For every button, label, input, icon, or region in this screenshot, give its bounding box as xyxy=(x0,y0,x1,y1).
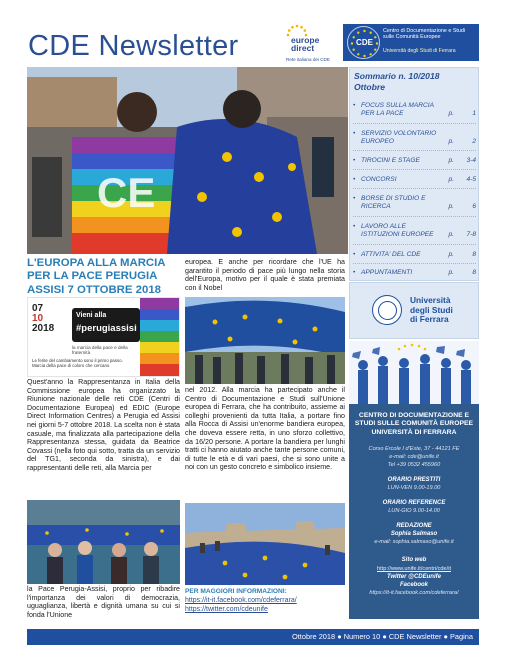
website-link[interactable]: http://www.unife.it/centri/cde/it xyxy=(377,566,451,572)
toc-separator xyxy=(353,123,476,124)
contact-heading: CENTRO DI DOCUMENTAZIONE E STUDI SULLE COMUNITÀ EUROPEE UNIVERSITÀ DI FERRARA xyxy=(354,412,474,436)
cde-acronym: CDE xyxy=(356,38,373,47)
toc-separator xyxy=(353,244,476,245)
unife-seal-icon xyxy=(372,295,402,325)
people-with-eu-flags-illustration xyxy=(349,341,479,404)
toc-separator xyxy=(353,169,476,170)
group-photo-illustration xyxy=(27,500,180,584)
eu-silhouettes-graphic xyxy=(349,341,479,404)
unife-logo-box xyxy=(349,282,479,339)
photo-giant-eu-flag xyxy=(185,297,345,384)
toc-item-focus[interactable]: • FOCUS SULLA MARCIA PER LA PACE p. 1 xyxy=(353,102,476,117)
toc-item-borse[interactable]: • BORSE DI STUDIO E RICERCA p. 6 xyxy=(353,195,476,210)
facebook-title: Facebook xyxy=(399,582,428,588)
contact-address: Corso Ercole I d'Este, 37 - 44121 FE xyxy=(368,446,460,452)
svg-text:CE: CE xyxy=(97,169,156,216)
more-info-title: PER MAGGIORI INFORMAZIONI: xyxy=(185,588,287,595)
unife-wordmark: Università degli Studi di Ferrara xyxy=(410,295,453,325)
toc-separator xyxy=(353,263,476,264)
facebook-link-article[interactable]: https://it-it.facebook.com/cdeferrara/ xyxy=(185,597,297,604)
toc-separator xyxy=(353,150,476,151)
article-paragraph-2: europea. E anche per ricordare che l'UE ha garantito il periodo di pace più lungo nella storia dell'Europa, motivo per il quale è stata premiata con il Nobel xyxy=(185,258,345,292)
castle-photo-illustration xyxy=(185,503,345,585)
page-footer xyxy=(27,629,479,645)
contact-email[interactable]: e-mail: cde@unife.it xyxy=(389,454,439,460)
toc-separator xyxy=(353,216,476,217)
europe-direct-tagline: Rete italiana dei CDE xyxy=(286,57,330,62)
editor-email[interactable]: e-mail: sophia.salmaso@unife.it xyxy=(374,539,454,545)
toc-item-lavoro[interactable]: • LAVORO ALLE ISTITUZIONI EUROPEE p. 7-8 xyxy=(353,223,476,238)
banner-tagline: la marcia della pace e della fraternità xyxy=(72,345,128,355)
newsletter-title: CDE Newsletter xyxy=(28,30,239,62)
contact-box xyxy=(349,404,479,619)
banner-footnote: Le ferite del cambiamento sono il primo passo. Marcia della pace di coloro che cercano xyxy=(32,358,123,368)
cde-logo-box xyxy=(343,24,479,61)
photo-representatives-group xyxy=(27,500,180,584)
banner-hashtag-badge: Vieni alla #perugiassisi xyxy=(72,308,140,342)
twitter-link-article[interactable]: https://twitter.com/cdeunife xyxy=(185,606,268,613)
loans-hours-title: ORARIO PRESTITI xyxy=(387,477,441,483)
cde-university: Università degli Studi di Ferrara xyxy=(383,48,456,54)
summary-title: Sommario n. 10/2018 Ottobre xyxy=(354,71,440,92)
perugiassisi-banner xyxy=(27,297,180,377)
hero-photo-peace-march xyxy=(27,67,348,254)
article-title: L'EUROPA ALLA MARCIA PER LA PACE PERUGIA ASSISI 7 OTTOBRE 2018 xyxy=(27,257,166,296)
toc-item-appuntamenti[interactable]: • APPUNTAMENTI p. 8 xyxy=(353,269,476,276)
website-title: Sito web xyxy=(401,557,427,563)
hero-illustration xyxy=(27,67,348,254)
footer-text: Ottobre 2018 ● Numero 10 ● CDE Newsletter ● Pagina xyxy=(292,632,473,641)
toc-item-tirocini[interactable]: • TIROCINI E STAGE p. 3-4 xyxy=(353,157,476,164)
cde-full-name: Centro di Documentazione e Studi sulle Comunità Europee xyxy=(383,28,466,41)
article-paragraph-3: nel 2012. Alla marcia ha partecipato anche il Centro di Documentazione e Studi sull'Unione europea di Ferrara, che ha contribuito, assieme ai colleghi provenienti da tutta Italia, a portare fino alla Rocca di Assisi un'enorme bandiera europea, che doveva essere retta, in uno sforzo collettivo, da 16/20 persone. A portare la bandiera per lunghi tratti ci hanno aiutato anche tante persone comuni, di tutte le età e di vari paesi, che si sono unite a noi con un gesto concreto e simbolico insieme. xyxy=(185,386,345,472)
twitter-link[interactable]: Twitter @CDEunife xyxy=(387,574,441,580)
more-info-section xyxy=(185,588,345,614)
photo-rocca-assisi xyxy=(185,503,345,585)
toc-item-concorsi[interactable]: • CONCORSI p. 4-5 xyxy=(353,176,476,183)
toc-separator xyxy=(353,188,476,189)
facebook-link[interactable]: https://it-it.facebook.com/cdeferrara/ xyxy=(369,590,459,596)
toc-item-attivita[interactable]: • ATTIVITA' DEL CDE p. 8 xyxy=(353,251,476,258)
article-paragraph-4: la Pace Perugia-Assisi, proprio per ribadire l'importanza dei valori di democrazia, uguaglianza, libertà e dignità umana su cui si fonda l'Unione xyxy=(27,585,180,619)
cde-stars-logo xyxy=(347,26,380,59)
banner-date: 07 10 2018 xyxy=(32,303,55,334)
editor-name: Sophia Salmaso xyxy=(390,531,438,537)
editorial-title: REDAZIONE xyxy=(396,523,432,529)
contact-phone: Tel +39 0532 455960 xyxy=(387,462,441,468)
loans-hours: LUN-VEN 9.00-19.00 xyxy=(387,485,441,491)
reference-hours: LUN-GIO 9.00-14.00 xyxy=(388,508,440,514)
flag-crowd-illustration xyxy=(185,297,345,384)
article-paragraph-1: Quest'anno la Rappresentanza in Italia della Commissione europea ha organizzato la Riunione nazionale delle reti CDE (Centri di Documentazione Europea) ed EDIC (Europe Direct Information Centres) a Perugia ed Assisi nei giorni 5-7 ottobre 2018. La scelta non è stata casuale, ma finalizzata alla partecipazione della Rappresentanza stessa, guidata da Beatrice Covassi (nella foto qui sotto, tratta da un servizio del TG1, seconda da sinistra), e dai rappresentanti delle reti, alla Marcia per xyxy=(27,378,180,472)
summary-box xyxy=(349,67,479,281)
banner-rainbow-graphic xyxy=(140,298,180,377)
reference-hours-title: ORARIO REFERENCE xyxy=(382,500,446,506)
toc-item-volontario[interactable]: • SERVIZIO VOLONTARIO EUROPEO p. 2 xyxy=(353,130,476,145)
europe-direct-wordmark: europe direct xyxy=(291,35,320,53)
europe-direct-logo xyxy=(286,24,340,64)
